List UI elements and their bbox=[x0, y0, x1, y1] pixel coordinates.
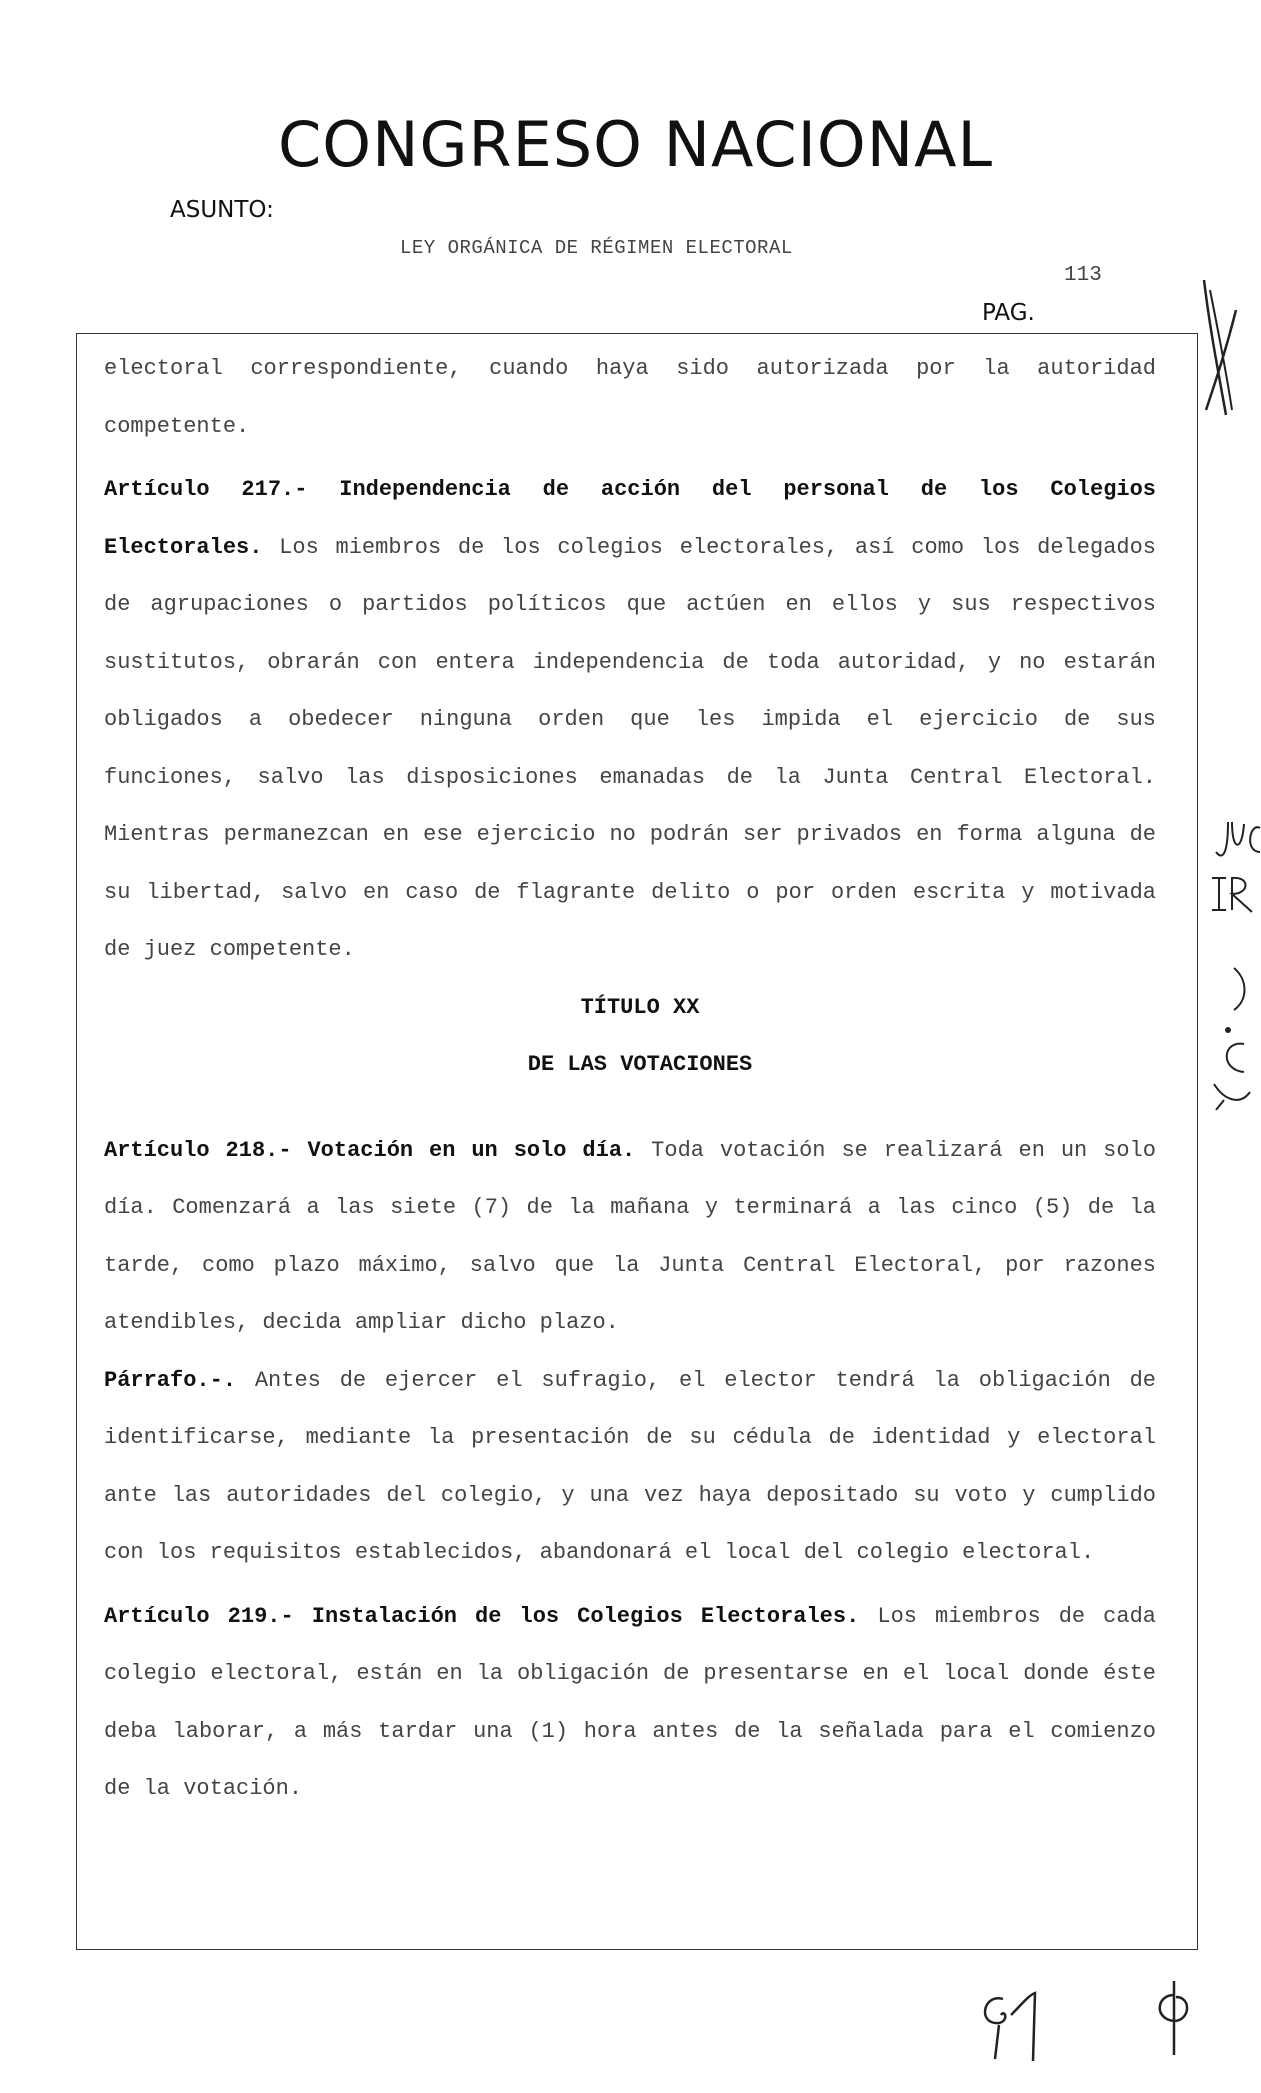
article-219 bbox=[104, 1588, 1156, 1818]
pag-label: PAG. bbox=[982, 300, 1035, 326]
article-217-text: Los miembros de los colegios electorales, así como los delegados de agrupaciones o partidos políticos que actúen en ellos y sus respectivos sustitutos, obrarán con entera independencia de toda autoridad, y no estarán obligados a obedecer ninguna orden que les impida el ejercicio de sus funciones, salvo las disposiciones emanadas de la Junta Central Electoral. Mientras permanezcan en ese ejercicio no podrán ser privados en forma alguna de su libertad, salvo en caso de flagrante delito o por orden escrita y motivada de juez competente. bbox=[104, 534, 1156, 962]
article-219-heading: Artículo 219.- Instalación de los Colegios Electorales. bbox=[104, 1603, 860, 1629]
page-number: 113 bbox=[1064, 264, 1102, 287]
title-heading: TÍTULO XX bbox=[580, 994, 700, 1020]
title-name: DE LAS VOTACIONES bbox=[527, 1052, 753, 1077]
article-218-text: Toda votación se realizará en un solo día. Comenzará a las siete (7) de la mañana y terminará a las cinco (5) de la tarde, como plazo máximo, salvo que la Junta Central Electoral, por razones atendibles, decida ampliar dicho plazo. bbox=[104, 1137, 1156, 1335]
paragraph-218-heading: Párrafo.-. bbox=[104, 1367, 237, 1393]
handwritten-cross-mark bbox=[1196, 270, 1246, 420]
handwritten-initials-jc bbox=[1212, 812, 1261, 872]
article-218 bbox=[104, 1122, 1156, 1352]
handwritten-number-mark bbox=[1150, 1975, 1195, 2060]
article-219-text: Los miembros de cada colegio electoral, están en la obligación de presentarse en el local donde éste deba laborar, a más tardar una (1) hora antes de la señalada para el comienzo de la votación. bbox=[104, 1603, 1156, 1801]
article-217 bbox=[104, 461, 1156, 979]
document-subject: LEY ORGÁNICA DE RÉGIMEN ELECTORAL bbox=[400, 237, 793, 259]
handwritten-folio-mark bbox=[975, 1985, 1045, 2065]
article-217-heading: Artículo 217.- Independencia de acción del personal de los Colegios Electorales. bbox=[104, 477, 1156, 560]
asunto-label: ASUNTO: bbox=[170, 197, 274, 223]
handwritten-signature-margin bbox=[1204, 960, 1254, 1110]
paragraph-218 bbox=[104, 1352, 1156, 1582]
continuation-paragraph: electoral correspondiente, cuando haya sido autorizada por la autoridad competente. bbox=[104, 356, 1156, 439]
handwritten-initials-ir bbox=[1208, 870, 1258, 920]
document-body bbox=[104, 340, 1156, 1818]
article-218-heading: Artículo 218.- Votación en un solo día. bbox=[104, 1137, 636, 1163]
paragraph-218-text: Antes de ejercer el sufragio, el elector tendrá la obligación de identificarse, mediante la presentación de su cédula de identidad y electoral ante las autoridades del colegio, y una vez haya depositado su voto y cumplido con los requisitos establecidos, abandonará el local del colegio electoral. bbox=[104, 1367, 1156, 1565]
institution-title: CONGRESO NACIONAL bbox=[278, 108, 994, 181]
